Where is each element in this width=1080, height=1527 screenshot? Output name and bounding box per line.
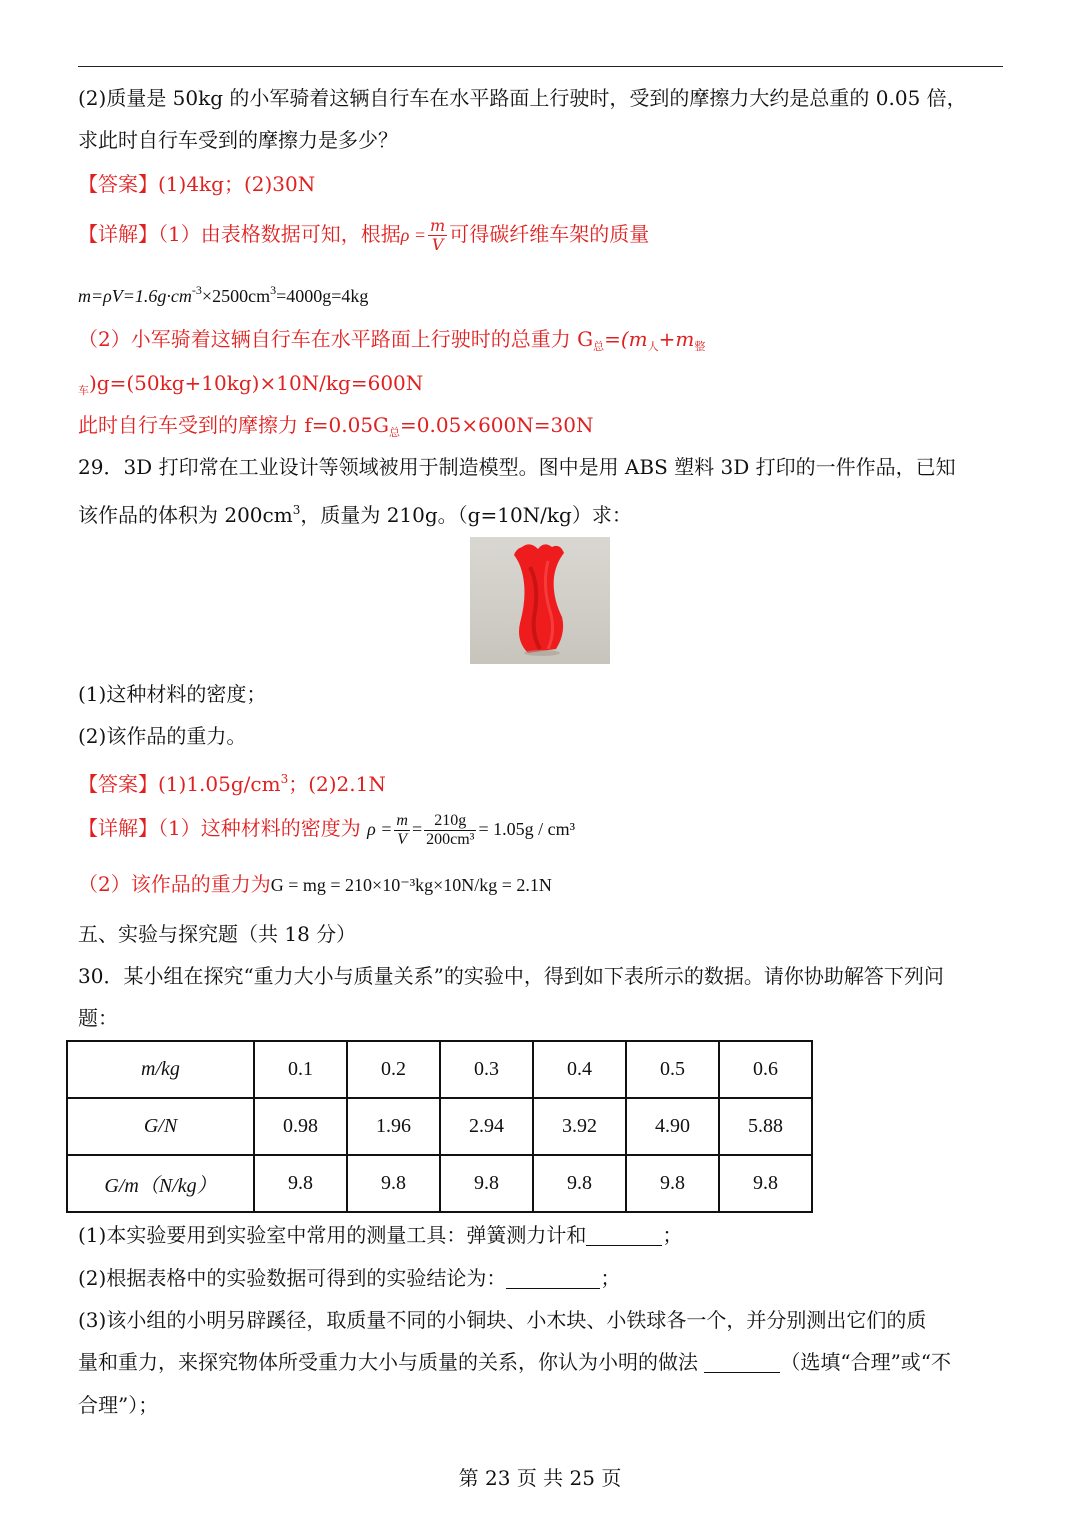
- row-header: G/N: [67, 1098, 254, 1155]
- subscript: 车: [78, 384, 89, 397]
- page-footer: 第 23 页 共 25 页: [458, 1466, 622, 1490]
- detail-text: )g=(50kg+10kg)×10N/kg=600N: [89, 371, 424, 395]
- row-header: G/m（N/kg）: [67, 1155, 254, 1212]
- detail-text: 可得碳纤维车架的质量: [449, 222, 650, 246]
- question-text: ；: [600, 1266, 621, 1290]
- q28-detail-2-cont: [78, 369, 423, 405]
- density-formula: [367, 812, 575, 849]
- detail-text: =(m: [604, 327, 648, 351]
- table-cell: 3.92: [533, 1098, 626, 1155]
- table-cell: 4.90: [626, 1098, 719, 1155]
- fraction-numerator: m: [430, 216, 446, 235]
- q28-detail-3: [78, 411, 593, 447]
- red-vase-illustration: [470, 537, 610, 664]
- table-cell: 0.3: [440, 1041, 533, 1098]
- answer-text: (1)1.05g/cm: [158, 772, 281, 796]
- answer-blank[interactable]: [506, 1268, 600, 1289]
- question-text: ，质量为 210g。（g=10N/kg）求：: [300, 503, 632, 527]
- row-header: m/kg: [67, 1041, 254, 1098]
- detail-text: （1）由表格数据可知，根据: [158, 222, 401, 246]
- fraction-numerator: m: [396, 812, 408, 830]
- detail-text: =0.05×600N=30N: [400, 413, 594, 437]
- q29-sub1: (1)这种材料的密度；: [78, 682, 267, 706]
- q30-sub3-line2: [78, 1348, 951, 1376]
- question-text: 该作品的体积为 200cm: [78, 503, 293, 527]
- q30-line2: 题：: [78, 1006, 118, 1030]
- q28-detail-1: [78, 214, 649, 255]
- fraction-denominator: 200cm³: [426, 831, 475, 849]
- answer-blank[interactable]: [586, 1225, 662, 1246]
- table-cell: 5.88: [719, 1098, 812, 1155]
- q28-answer: [78, 170, 315, 198]
- table-cell: 9.8: [626, 1155, 719, 1212]
- table-cell: 0.4: [533, 1041, 626, 1098]
- density-symbol: ρ =: [400, 225, 427, 245]
- subscript: 整: [694, 340, 706, 353]
- detail-tag: 【详解】: [78, 816, 158, 840]
- subscript: 总: [389, 426, 401, 439]
- header-rule: [78, 66, 1003, 67]
- formula-exponent: 3: [270, 283, 277, 297]
- detail-text: （1）这种材料的密度为: [158, 816, 361, 840]
- q29-detail-2: [78, 870, 552, 899]
- q28-part2-line1: (2)质量是 50kg 的小军骑着这辆自行车在水平路面上行驶时，受到的摩擦力大约是总重的 0.05 倍，: [78, 86, 967, 110]
- question-text: （选填“合理”或“不: [780, 1350, 952, 1374]
- superscript: 3: [292, 503, 301, 517]
- formula-exponent: -3: [191, 283, 202, 297]
- formula-part: m=ρV=1.6g·cm: [78, 286, 192, 306]
- detail-tag: 【详解】: [78, 222, 158, 246]
- q30-sub1: [78, 1221, 682, 1249]
- q29-detail-1: [78, 806, 575, 851]
- q29-line2: [78, 496, 632, 529]
- formula-part: =4000g=4kg: [276, 286, 369, 306]
- table-cell: 2.94: [440, 1098, 533, 1155]
- q30-line1: 30．某小组在探究“重力大小与质量关系”的实验中，得到如下表所示的数据。请你协助解答下列问: [78, 964, 944, 988]
- formula-part: ×2500cm: [201, 286, 271, 306]
- answer-tag: 【答案】: [78, 772, 158, 796]
- fraction-denominator: V: [431, 235, 444, 254]
- data-table: [66, 1040, 813, 1213]
- density-symbol: ρ =: [367, 819, 393, 839]
- table-cell: 9.8: [440, 1155, 533, 1212]
- question-text: ；: [662, 1223, 683, 1247]
- table-cell: 9.8: [533, 1155, 626, 1212]
- detail-text: 此时自行车受到的摩擦力 f=0.05G: [78, 413, 390, 437]
- table-cell: 1.96: [347, 1098, 440, 1155]
- table-cell: 0.2: [347, 1041, 440, 1098]
- answer-tag: 【答案】: [78, 172, 158, 196]
- density-result: = 1.05g / cm³: [478, 819, 575, 839]
- detail-text: +m: [658, 327, 695, 351]
- q30-sub3-line1: (3)该小组的小明另辟蹊径，取质量不同的小铜块、小木块、小铁球各一个，并分别测出它们的质: [78, 1308, 927, 1332]
- q29-answer: [78, 765, 386, 798]
- fraction-denominator: V: [397, 831, 408, 849]
- answer-text: ；(2)2.1N: [288, 772, 386, 796]
- table-row: [67, 1041, 812, 1098]
- vase-photo: [470, 537, 610, 664]
- fraction-values: [424, 812, 476, 849]
- fraction-m-over-v: [394, 812, 410, 849]
- table-cell: 0.98: [254, 1098, 347, 1155]
- fraction-numerator: 210g: [424, 812, 476, 831]
- answer-text: (1)4kg；(2)30N: [158, 172, 316, 196]
- superscript: 3: [280, 772, 289, 786]
- question-text: 量和重力，来探究物体所受重力大小与质量的关系，你认为小明的做法: [78, 1350, 698, 1374]
- q28-part2-line2: 求此时自行车受到的摩擦力是多少？: [78, 128, 398, 152]
- q30-sub2: [78, 1264, 620, 1292]
- table-cell: 0.6: [719, 1041, 812, 1098]
- table-cell: 9.8: [347, 1155, 440, 1212]
- q30-sub3-line3: 合理”）；: [78, 1393, 159, 1417]
- density-fraction: [428, 217, 447, 254]
- table-cell: 9.8: [719, 1155, 812, 1212]
- detail-text: （2）该作品的重力为: [78, 872, 271, 896]
- answer-blank[interactable]: [704, 1352, 780, 1373]
- subscript: 总: [593, 340, 605, 353]
- table-cell: 9.8: [254, 1155, 347, 1212]
- q29-line1: 29．3D 打印常在工业设计等领域被用于制造模型。图中是用 ABS 塑料 3D 打印的一件作品，已知: [78, 455, 956, 479]
- section-title: 五、实验与探究题（共 18 分）: [78, 922, 357, 946]
- weight-formula: G = mg = 210×10⁻³kg×10N/kg = 2.1N: [270, 875, 552, 895]
- equals-sign: =: [411, 819, 423, 839]
- q29-sub2: (2)该作品的重力。: [78, 724, 247, 748]
- q28-detail-2: [78, 325, 705, 361]
- question-text: (1)本实验要用到实验室中常用的测量工具：弹簧测力计和: [78, 1223, 587, 1247]
- table-cell: 0.5: [626, 1041, 719, 1098]
- table-row: [67, 1155, 812, 1212]
- detail-text: （2）小军骑着这辆自行车在水平路面上行驶时的总重力 G: [78, 327, 594, 351]
- table-cell: 0.1: [254, 1041, 347, 1098]
- question-text: (2)根据表格中的实验数据可得到的实验结论为：: [78, 1266, 507, 1290]
- q28-mass-formula: [78, 276, 368, 310]
- table-row: [67, 1098, 812, 1155]
- subscript: 人: [647, 340, 659, 353]
